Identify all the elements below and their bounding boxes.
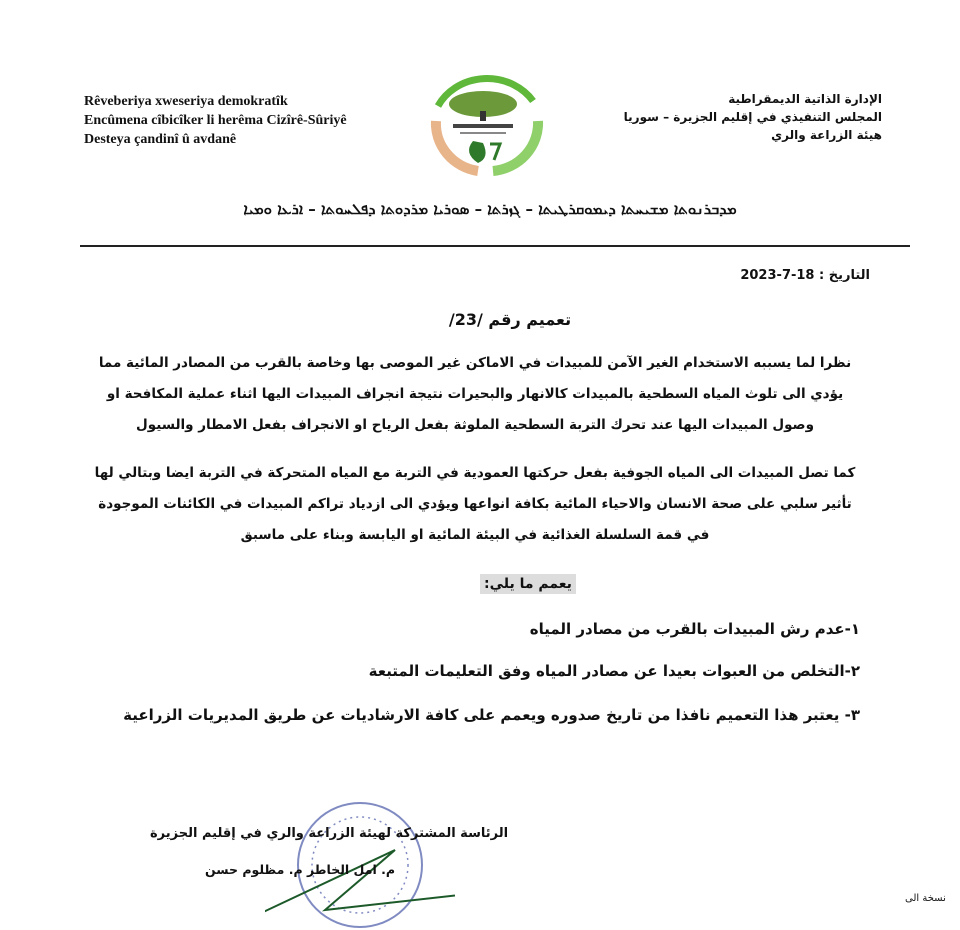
decision-label: يعمم ما يلي: xyxy=(480,574,576,594)
copy-to: نسخة الى xyxy=(905,893,946,904)
directive-item: ١-عدم رش المبيدات بالقرب من مصادر المياه xyxy=(529,620,860,638)
paragraph: نظرا لما يسببه الاستخدام الغير الآمن للمبيدات في الاماكن غير الموصى بها وخاصة بالقرب من المصادر المائية مما يؤدي الى تلوث المياه السطحية بالمبيدات كالانهار والبحيرات نتيجة انجراف المبيدات اليها اثناء عملية المكافحة او وصول المبيدات اليها عند تحرك التربة السطحية الملوثة بفعل الرياح او الانجراف بفعل الامطار والسيول xyxy=(98,355,852,433)
directive-item: ٣- يعتبر هذا التعميم نافذا من تاريخ صدوره ويعمم على كافة الارشاديات عن طريق المديريات الزراعية xyxy=(123,706,860,724)
paragraph: كما تصل المبيدات الى المياه الجوفية بفعل حركتها العمودية في التربة مع المياه المتحركة في التربة ايضا وبتالي لها تأثير سلبي على صحة الانسان والاحياء المائية بكافة انواعها ويؤدي الى ازدياد تراكم المبيدات في الكائنات الموجودة في قمة السلسلة الغذائية في البيئة المائية او اليابسة وبناء على ماسبق xyxy=(94,465,856,543)
arabic-header-line: هيئة الزراعة والري xyxy=(771,128,882,142)
kurdish-line: Desteya çandinî û avdanê xyxy=(84,132,237,147)
official-stamp xyxy=(265,790,455,930)
kurdish-line: Encûmena cîbicîker li herêma Cizîrê-Sûriyê xyxy=(84,113,347,128)
signature-title: الرئاسة المشتركة لهيئة الزراعة والري في إقليم الجزيرة xyxy=(150,826,509,841)
arabic-header xyxy=(624,90,882,144)
header-divider xyxy=(80,245,910,247)
agriculture-authority-logo xyxy=(418,66,548,176)
circular-title: تعميم رقم /23/ xyxy=(448,310,572,329)
signatory-names: م. امل الخاطر م. مظلوم حسن xyxy=(205,862,395,877)
kurdish-line: Rêveberiya xweseriya demokratîk xyxy=(84,94,288,109)
kurdish-header xyxy=(84,92,347,149)
directive-item: ٢-التخلص من العبوات بعيدا عن مصادر المياه وفق التعليمات المتبعة xyxy=(368,662,860,680)
syriac-header: ܡܕܒܪܢܘܬܐ ܡܫܝܚܬܐ ܕܝܡܘܩܪܛܝܬܐ – ܓܙܪܬܐ – ܣܘܪܝܐ ܡܪܕܘܬܐ ܕܦܠܚܘܬܐ – ܐܪܥܐ ܘܡܝܐ xyxy=(243,200,737,218)
arabic-header-line: الإدارة الذاتية الديمقراطية xyxy=(728,92,882,106)
arabic-header-line: المجلس التنفيذي في إقليم الجزيرة – سوريا xyxy=(623,110,882,124)
document-date: التاريخ : 18-7-2023 xyxy=(740,268,870,283)
